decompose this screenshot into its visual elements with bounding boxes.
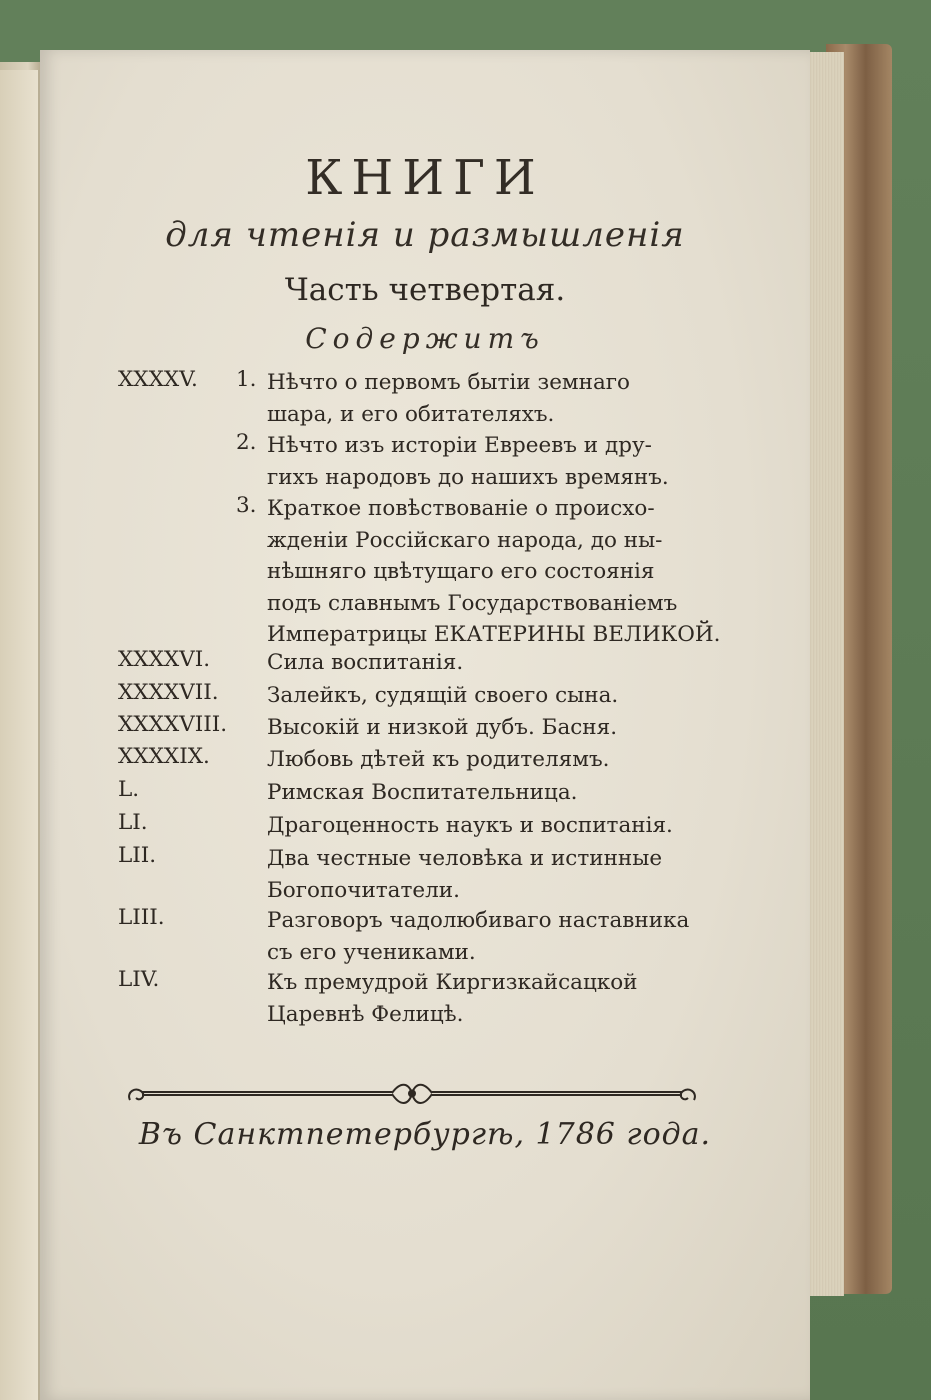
- entry-text: [267, 744, 707, 776]
- text-line: гихъ народовъ до нашихъ времянъ.: [267, 464, 669, 490]
- entry-numeral: LI.: [118, 810, 148, 835]
- text-line: Сила воспитанія.: [267, 650, 464, 675]
- title-page: [40, 50, 810, 1400]
- text-line: нѣшняго цвѣтущаго его состоянія: [267, 559, 655, 584]
- imprint-line: Въ Санктпетербургѣ, 1786 года.: [138, 1117, 712, 1152]
- contents-heading: Содержитъ: [305, 322, 545, 355]
- entry-numeral: XXXXVI.: [118, 647, 211, 672]
- subitem-text: [267, 430, 707, 493]
- left-page-edge: [0, 70, 40, 1400]
- text-line: Римская Воспитательница.: [267, 780, 578, 805]
- book-subtitle: для чтенія и размышленія: [165, 215, 685, 255]
- subitem-number: 2.: [236, 430, 257, 455]
- entry-text: [267, 647, 707, 679]
- book-title: КНИГИ: [305, 150, 545, 206]
- text-line: Любовь дѣтей къ родителямъ.: [267, 747, 610, 772]
- subitem-text: [267, 367, 707, 430]
- subitem-number: 3.: [236, 493, 257, 518]
- text-line: Краткое повѣствованіе о происхо-: [267, 496, 655, 521]
- text-line: Нѣчто изъ исторіи Евреевъ и дру-: [267, 433, 652, 458]
- entry-numeral: XXXXVII.: [118, 680, 219, 705]
- page-stack-edge: [804, 52, 844, 1296]
- text-line: подъ славнымъ Государствованіемъ: [267, 590, 678, 616]
- subitem-number: 1.: [236, 367, 257, 392]
- text-line: Къ премудрой Киргизкайсацкой: [267, 970, 638, 995]
- text-line: Разговоръ чадолюбиваго наставника: [267, 908, 690, 933]
- entry-numeral: LIII.: [118, 905, 165, 930]
- entry-text: [267, 843, 707, 906]
- text-line: шара, и его обитателяхъ.: [267, 401, 555, 427]
- entry-numeral: LII.: [118, 843, 157, 868]
- entry-text: [267, 905, 707, 968]
- text-line: Высокій и низкой дубъ. Басня.: [267, 715, 618, 740]
- text-line: Богопочитатели.: [267, 877, 460, 903]
- text-line: Два честные человѣка и истинные: [267, 846, 663, 871]
- entry-text: [267, 810, 707, 842]
- part-heading: Часть четвертая.: [284, 272, 566, 308]
- entry-numeral: XXXXV.: [118, 367, 198, 392]
- entry-text: [267, 680, 707, 712]
- entry-numeral: XXXXVIII.: [118, 712, 228, 737]
- text-line: Царевнѣ Фелицѣ.: [267, 1001, 464, 1027]
- entry-text: [267, 712, 707, 744]
- ornamental-rule: [122, 1078, 702, 1120]
- entry-numeral: L.: [118, 777, 140, 802]
- entry-text: [267, 967, 707, 1030]
- text-line: Драгоценность наукъ и воспитанія.: [267, 813, 673, 838]
- subitem-text: [267, 493, 721, 651]
- text-line: Залейкъ, судящій своего сына.: [267, 683, 619, 708]
- text-line: съ его учениками.: [267, 939, 476, 965]
- text-line: жденіи Россійскаго народа, до ны-: [267, 527, 663, 553]
- entry-text: [267, 777, 707, 809]
- text-line: Императрицы ЕКАТЕРИНЫ ВЕЛИКОЙ.: [267, 622, 721, 647]
- entry-numeral: XXXXIX.: [118, 744, 210, 769]
- text-line: Нѣчто о первомъ бытіи земнаго: [267, 370, 631, 395]
- entry-numeral: LIV.: [118, 967, 160, 992]
